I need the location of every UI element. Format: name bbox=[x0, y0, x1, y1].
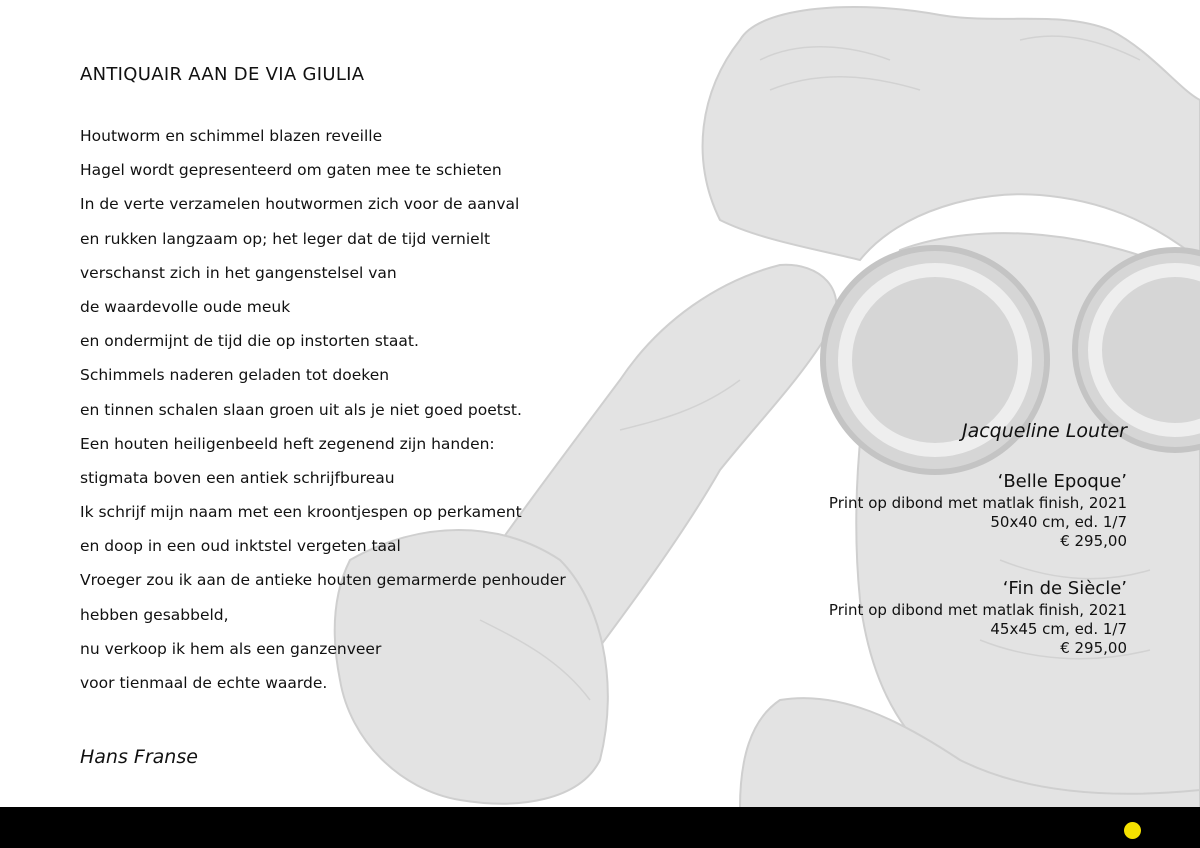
poem-line: stigmata boven een antiek schrijfbureau bbox=[80, 468, 395, 487]
poem-line: Ik schrijf mijn naam met een kroontjespen op perkament bbox=[80, 503, 522, 522]
poem-line: voor tienmaal de echte waarde. bbox=[80, 674, 328, 692]
poem-line: verschanst zich in het gangenstelsel van bbox=[80, 263, 397, 282]
poem-line: en doop in een oud inktstel vergeten taal bbox=[80, 537, 401, 556]
poem-line: nu verkoop ik hem als een ganzenveer bbox=[80, 639, 382, 658]
poem-line: Een houten heiligenbeeld heft zegenend zijn handen: bbox=[80, 434, 495, 453]
artwork-medium: Print op dibond met matlak finish, 2021 bbox=[828, 494, 1127, 512]
artwork-title: ‘Belle Epoque’ bbox=[997, 471, 1127, 492]
poem-line: de waardevolle oude meuk bbox=[80, 297, 291, 316]
footer-bar bbox=[0, 807, 1200, 848]
artwork-size: 50x40 cm, ed. 1/7 bbox=[990, 513, 1127, 531]
artwork-info-panel bbox=[707, 420, 1127, 684]
poem-line: Vroeger zou ik aan de antieke houten gemarmerde penhouder bbox=[80, 571, 566, 590]
artwork-size: 45x45 cm, ed. 1/7 bbox=[990, 620, 1127, 638]
poem-line: hebben gesabbeld, bbox=[80, 605, 229, 624]
yellow-dot-icon bbox=[1124, 822, 1141, 839]
artwork-title: ‘Fin de Siècle’ bbox=[1002, 578, 1127, 599]
poem-line: In de verte verzamelen houtwormen zich voor de aanval bbox=[80, 195, 520, 214]
poem-line: Hagel wordt gepresenteerd om gaten mee te schieten bbox=[80, 161, 502, 180]
poem-line: en rukken langzaam op; het leger dat de tijd vernielt bbox=[80, 229, 491, 248]
poem-body bbox=[80, 126, 566, 707]
poem-line: Schimmels naderen geladen tot doeken bbox=[80, 366, 390, 385]
poem-author: Hans Franse bbox=[80, 746, 198, 768]
artist-name: Jacqueline Louter bbox=[961, 420, 1127, 442]
poem-line: en ondermijnt de tijd die op instorten staat. bbox=[80, 332, 419, 351]
artwork-medium: Print op dibond met matlak finish, 2021 bbox=[828, 601, 1127, 619]
poem-line: Houtworm en schimmel blazen reveille bbox=[80, 127, 383, 145]
artwork-price: € 295,00 bbox=[1060, 639, 1127, 657]
poem-title: ANTIQUAIR AAN DE VIA GIULIA bbox=[80, 64, 365, 85]
artwork-price: € 295,00 bbox=[1060, 532, 1127, 550]
poem-line: en tinnen schalen slaan groen uit als je niet goed poetst. bbox=[80, 400, 522, 419]
artwork-entry bbox=[707, 577, 1127, 658]
artwork-entry bbox=[707, 470, 1127, 551]
